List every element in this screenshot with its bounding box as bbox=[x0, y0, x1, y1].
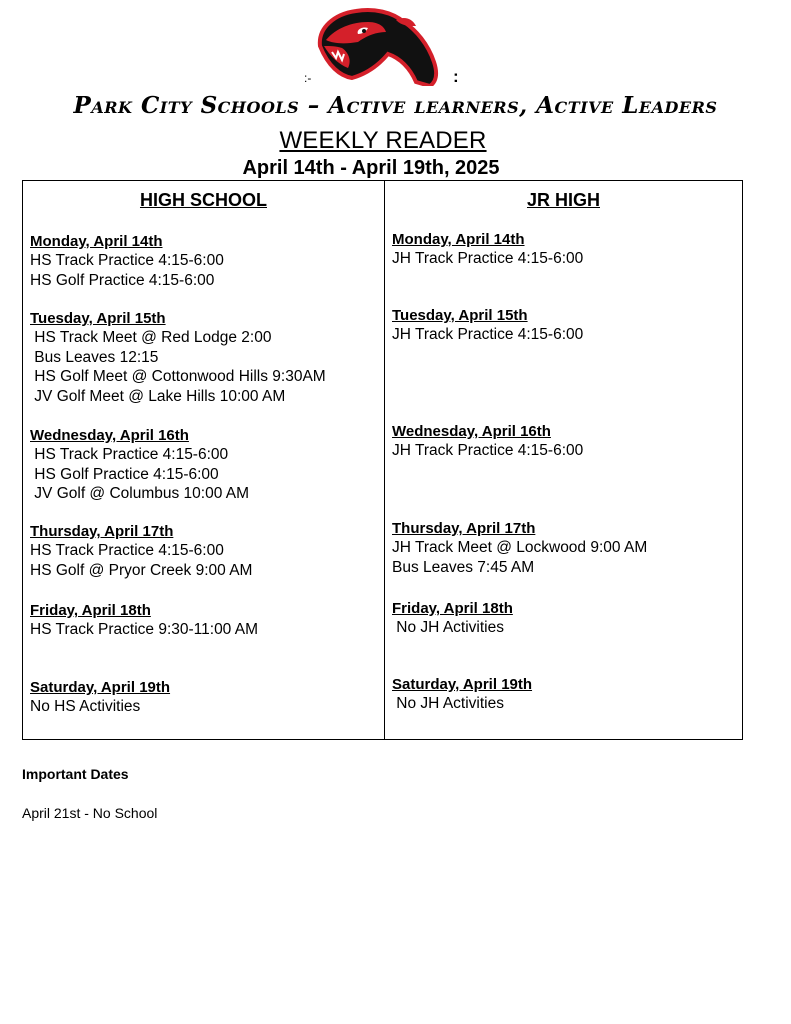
event: HS Golf Meet @ Cottonwood Hills 9:30AM bbox=[30, 368, 326, 385]
high-school-heading: HIGH SCHOOL bbox=[139, 190, 267, 210]
event: Bus Leaves 7:45 AM bbox=[392, 558, 535, 576]
event: JH Track Practice 4:15-6:00 bbox=[392, 326, 584, 343]
day-label: Tuesday, April 15th bbox=[392, 307, 528, 324]
event: JV Golf @ Columbus 10:00 AM bbox=[30, 485, 250, 502]
day-label: Friday, April 18th bbox=[30, 602, 151, 619]
event: No JH Activities bbox=[392, 619, 504, 636]
hs-day-friday bbox=[30, 601, 380, 640]
hs-day-wednesday bbox=[30, 426, 380, 504]
event: HS Track Practice 4:15-6:00 bbox=[30, 252, 224, 269]
schedule-table bbox=[22, 180, 743, 740]
header-mark-right: : bbox=[453, 67, 459, 86]
event: JV Golf Meet @ Lake Hills 10:00 AM bbox=[30, 387, 286, 405]
jh-day-wednesday bbox=[392, 422, 738, 461]
day-label: Wednesday, April 16th bbox=[30, 427, 189, 444]
day-label: Friday, April 18th bbox=[392, 600, 513, 617]
page-title: WEEKLY READER bbox=[279, 127, 487, 154]
jh-day-saturday bbox=[392, 675, 738, 714]
day-label: Thursday, April 17th bbox=[30, 523, 174, 540]
event: JH Track Meet @ Lockwood 9:00 AM bbox=[392, 539, 648, 556]
hs-day-monday bbox=[30, 232, 380, 290]
school-motto: Park City Schools – Active learners, Active Leaders bbox=[73, 92, 718, 119]
day-label: Tuesday, April 15th bbox=[30, 310, 166, 327]
day-label: Monday, April 14th bbox=[392, 231, 525, 248]
jr-high-heading: JR HIGH bbox=[526, 190, 600, 210]
important-date-item: April 21st - No School bbox=[22, 805, 158, 821]
event: Bus Leaves 12:15 bbox=[30, 348, 159, 366]
event: JH Track Practice 4:15-6:00 bbox=[392, 442, 584, 459]
event: HS Track Practice 4:15-6:00 bbox=[30, 542, 224, 559]
hs-day-thursday bbox=[30, 522, 380, 580]
hs-day-tuesday bbox=[30, 309, 380, 406]
event: HS Golf @ Pryor Creek 9:00 AM bbox=[30, 561, 253, 579]
day-label: Saturday, April 19th bbox=[392, 676, 533, 693]
panther-head-icon bbox=[312, 6, 442, 86]
day-label: Thursday, April 17th bbox=[392, 520, 536, 537]
event: HS Track Meet @ Red Lodge 2:00 bbox=[30, 329, 272, 346]
jh-day-friday bbox=[392, 599, 738, 638]
hs-day-saturday bbox=[30, 678, 380, 717]
jh-day-tuesday bbox=[392, 306, 738, 345]
day-label: Monday, April 14th bbox=[30, 233, 163, 250]
header-mark-left: :- bbox=[304, 71, 312, 85]
event: JH Track Practice 4:15-6:00 bbox=[392, 250, 584, 267]
day-label: Saturday, April 19th bbox=[30, 679, 171, 696]
event: No HS Activities bbox=[30, 698, 141, 715]
event: HS Track Practice 9:30-11:00 AM bbox=[30, 621, 259, 638]
event: HS Track Practice 4:15-6:00 bbox=[30, 446, 229, 463]
jr-high-column bbox=[385, 181, 742, 739]
day-label: Wednesday, April 16th bbox=[392, 423, 551, 440]
important-dates-heading: Important Dates bbox=[22, 766, 129, 782]
jh-day-monday bbox=[392, 230, 738, 269]
high-school-column bbox=[23, 181, 385, 739]
event: No JH Activities bbox=[392, 695, 504, 712]
panther-logo bbox=[312, 6, 442, 86]
date-range: April 14th - April 19th, 2025 bbox=[242, 157, 500, 179]
event: HS Golf Practice 4:15-6:00 bbox=[30, 465, 219, 483]
event: HS Golf Practice 4:15-6:00 bbox=[30, 271, 215, 289]
jh-day-thursday bbox=[392, 519, 738, 577]
